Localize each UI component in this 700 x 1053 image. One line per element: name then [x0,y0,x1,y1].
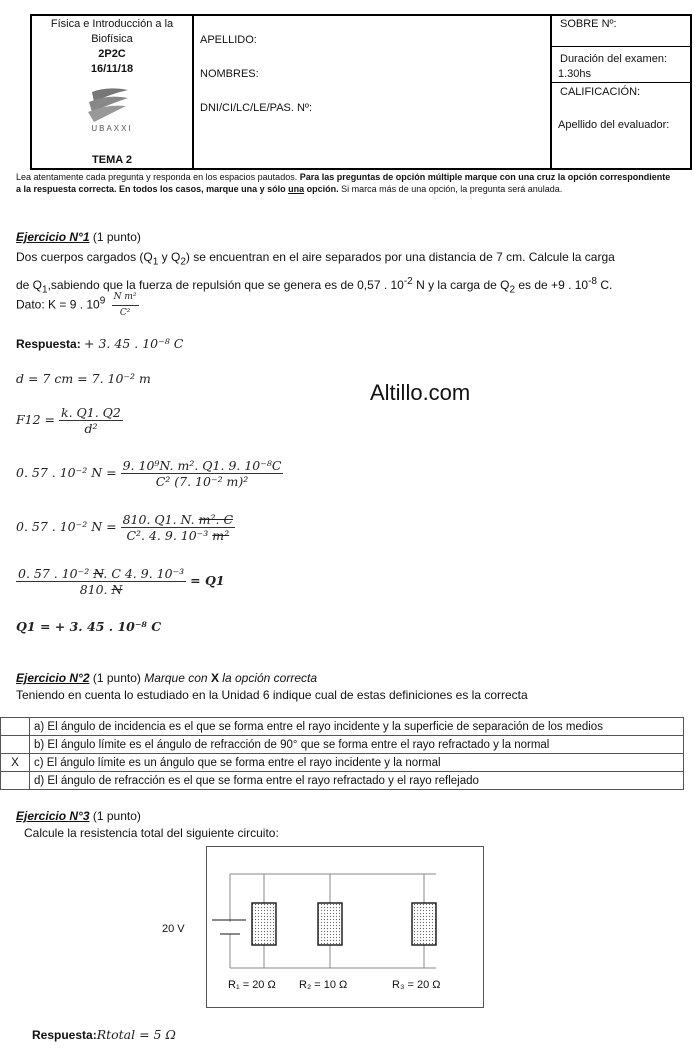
watermark: Altillo.com [370,380,471,405]
eq-num: 9. 10⁹N. m². Q1. 9. 10⁻⁸C [122,458,282,473]
resistor-r2-icon [318,903,342,945]
eq-den: C². 4. 9. 10⁻³ [126,528,209,543]
eq-den-cancel: N [111,582,123,597]
answer-label: Respuesta: [32,1028,97,1042]
ex2-points: (1 punto) [92,671,141,685]
ex1-text: Dos cuerpos cargados (Q [16,250,153,264]
eq-den: C² (7. 10⁻² m)² [155,474,249,489]
option-text: a) El ángulo de incidencia es el que se forma entre el rayo incidente y la superficie de separación de los medios [30,718,684,736]
calificacion-label: CALIFICACIÓN: [560,86,641,98]
duracion-label: Duración del examen: [560,53,668,65]
course-info-cell [32,16,194,168]
ex3-question: Calcule la resistencia total del siguiente circuito: [24,826,279,840]
duracion-value: 1.30hs [558,68,592,80]
answer-value: + 3. 45 . 10⁻⁸ C [84,336,184,351]
evaluador-label: Apellido del evaluador: [558,119,670,131]
ex3-points: (1 punto) [92,809,141,823]
ubaxxi-logo-icon [84,84,132,128]
option-text: d) El ángulo de refracción es el que se forma entre el rayo refractado y el rayo reflejado [30,772,684,790]
ex3-heading [16,809,141,823]
answer-value: Rtotal = 5 Ω [96,1027,176,1042]
r3-label: R₃ = 20 Ω [392,979,441,991]
ex2-question: Teniendo en cuenta lo estudiado en la Unidad 6 indique cual de estas definiciones es la correcta [16,688,528,702]
dni-label: DNI/CI/LC/LE/PAS. Nº: [200,102,313,114]
ex1-heading [16,230,141,244]
eq-num: k. Q1. Q2 [61,405,121,420]
option-mark-cell[interactable] [1,718,30,736]
eq-fraction [121,512,235,543]
option-row[interactable] [1,754,684,772]
apellido-label: APELLIDO: [200,34,257,46]
divider [552,82,692,83]
eq-den-cancel: m² [212,528,230,543]
dato-label: Dato: K = 9 . 10 [16,297,100,312]
eq-num-cancel: N [93,566,104,581]
option-text: b) El ángulo límite es el ángulo de refracción de 90° que se forma entre el rayo refractado y la normal [30,736,684,754]
instructions-part1: Lea atentamente cada pregunta y responda en los espacios pautados. [16,172,298,182]
option-text: c) El ángulo límite es un ángulo que se forma entre el rayo incidente y la normal [30,754,684,772]
divider [552,46,692,47]
course-name-line2: Biofísica [91,33,133,45]
exam-header [30,14,692,170]
ex1-text: es de +9 . 10 [515,278,589,293]
eq-simplify [16,512,235,543]
eq-fraction [121,458,284,489]
eq-fraction [59,405,123,436]
voltage-label: 20 V [162,923,185,935]
logo-text: UBAXXI [91,124,133,133]
ex1-dato [16,290,139,321]
tema-label: TEMA 2 [92,154,132,166]
ex1-points: (1 punto) [92,230,141,244]
dato-den: C² [119,308,131,318]
ex1-text: ,sabiendo que la fuerza de repulsión que se genera es de 0,57 . 10 [47,278,404,293]
r2-label: R₂ = 10 Ω [299,979,348,991]
eq-den: 810. [79,582,108,597]
eq-lhs: 0. 57 . 10⁻² N = [16,519,117,534]
eq-rhs: = Q1 [190,573,225,588]
course-name-line1: Física e Introducción a la [50,18,174,30]
ex1-sup: -8 [588,276,597,288]
eq-solve [16,566,225,597]
dato-num: N m² [112,290,139,306]
ex1-text: ) se encuentran en el aire separados por una distancia de 7 cm. Calcule la carga [185,250,615,264]
ex1-sub: 2 [180,256,186,268]
nombres-label: NOMBRES: [200,68,259,80]
eq-num: . C 4. 9. 10⁻³ [103,566,185,581]
exam-code: 2P2C [98,48,126,60]
ex2-options-table [0,717,684,790]
answer-label: Respuesta: [16,337,81,351]
eq-num-cancel: m². C [198,512,234,527]
instructions-opcion: opción. [306,184,339,194]
ex3-title: Ejercicio N°3 [16,809,90,823]
eq-lhs: F12 = [16,412,56,427]
eq-fraction [16,566,186,597]
eq-num: 0. 57 . 10⁻² [18,566,90,581]
ex1-sub: 1 [42,284,48,296]
eq-lhs: 0. 57 . 10⁻² N = [16,465,117,480]
instructions [16,171,676,195]
dato-exp: 9 [99,295,106,307]
option-mark-cell[interactable] [1,772,30,790]
instructions-una: una [288,184,305,194]
ex2-title: Ejercicio N°2 [16,671,90,685]
eq-den: d² [84,421,98,436]
ex1-text: C. [597,278,613,293]
ex1-answer [16,336,183,351]
ex2-marque: Marque con [144,671,208,685]
ex2-marque: la opción correcta [222,671,318,685]
eq-result: Q1 = + 3. 45 . 10⁻⁸ C [16,619,162,634]
ex1-text: de Q [16,278,43,293]
ex1-sub: 2 [509,284,516,296]
option-row[interactable] [1,736,684,754]
ex2-marque-x: X [210,671,219,685]
eq-distance: d = 7 cm = 7. 10⁻² m [16,371,151,386]
eq-coulomb [16,405,123,436]
ex2-heading [16,671,317,685]
r1-label: R₁ = 20 Ω [228,979,276,991]
option-mark-cell[interactable] [1,736,30,754]
ex1-sub: 1 [152,256,159,268]
ex3-answer [32,1027,176,1042]
dato-fraction [112,290,139,321]
option-row[interactable] [1,718,684,736]
instructions-part2: Para las preguntas de opción múltiple marque con una cruz la opción correspondiente a la respuesta correcta. En todos los casos, marque una y sólo [16,172,671,194]
ex1-text: N y la carga de Q [412,278,510,293]
ex1-sup: -2 [403,276,413,288]
option-row[interactable] [1,772,684,790]
ex1-title: Ejercicio N°1 [16,230,90,244]
eq-num: 810. Q1. N. [122,512,195,527]
instructions-part3: Si marca más de una opción, la pregunta será anulada. [341,184,563,194]
resistor-r3-icon [412,903,436,945]
resistor-r1-icon [252,903,276,945]
exam-date: 16/11/18 [90,63,134,75]
option-mark-cell[interactable]: X [1,754,30,772]
eq-substitution [16,458,283,489]
sobre-label: SOBRE Nº: [560,18,617,30]
ex1-text: y Q [158,250,181,264]
exam-info-cell [550,16,692,168]
